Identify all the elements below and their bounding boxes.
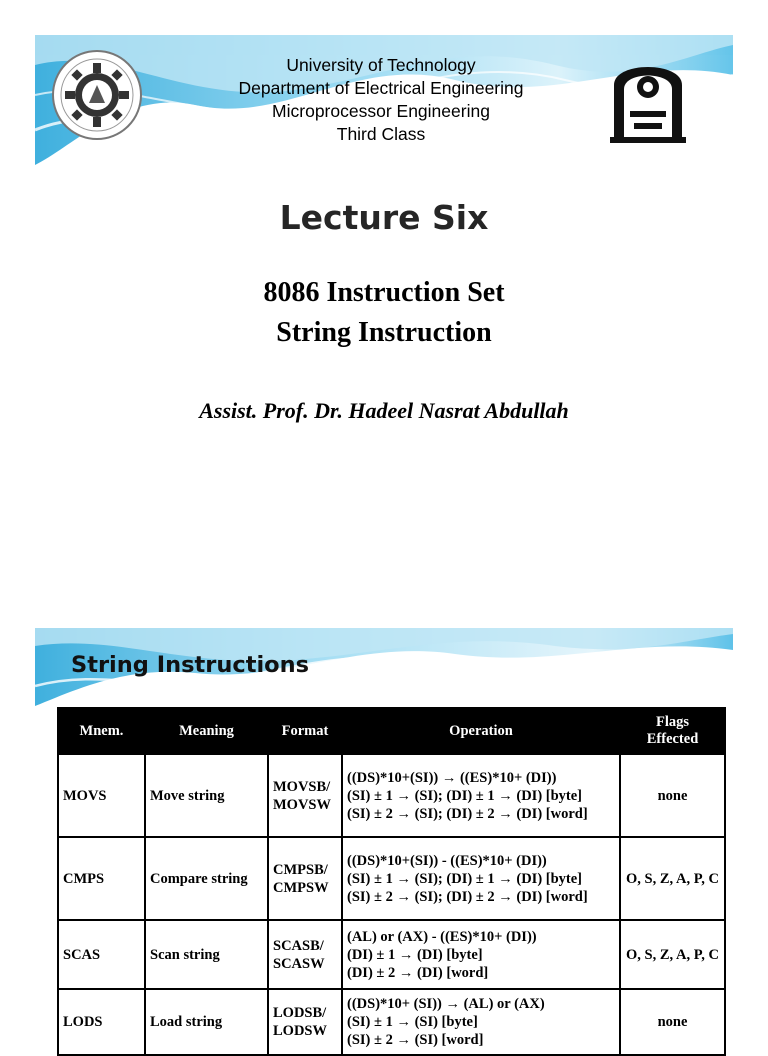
format-line: MOVSW (273, 796, 331, 813)
format-line: MOVSB/ (273, 778, 331, 795)
cell-operation (342, 989, 620, 1055)
cell-format (268, 920, 342, 989)
cell-mnem: CMPS (58, 837, 145, 920)
cell-meaning: Compare string (145, 837, 268, 920)
header-class: Third Class (336, 124, 426, 144)
lecture-title: Lecture Six (279, 198, 489, 237)
header-flags (620, 708, 725, 754)
cell-flags: O, S, Z, A, P, C (620, 920, 725, 989)
format-line: CMPSB/ (273, 861, 328, 878)
operation-line: (AL) or (AX) - ((ES)*10+ (DI)) (347, 928, 537, 945)
operation-line: (SI) ± 1 → (SI); (DI) ± 1 → (DI) [byte] (347, 870, 583, 887)
header-university: University of Technology (286, 55, 476, 75)
operation-line: (DI) ± 2 → (DI) [word] (347, 964, 489, 981)
cell-meaning: Move string (145, 754, 268, 837)
cell-flags: none (620, 754, 725, 837)
string-instructions-table (57, 707, 726, 1056)
operation-line: (SI) ± 2 → (SI); (DI) ± 2 → (DI) [word] (347, 805, 588, 822)
cell-format (268, 837, 342, 920)
operation-line: (SI) ± 1 → (SI); (DI) ± 1 → (DI) [byte] (347, 787, 583, 804)
cell-mnem: LODS (58, 989, 145, 1055)
author-name: Assist. Prof. Dr. Hadeel Nasrat Abdullah (199, 398, 569, 423)
table-row (58, 920, 725, 989)
header-course: Microprocessor Engineering (272, 101, 490, 121)
cell-operation (342, 754, 620, 837)
operation-line: ((DS)*10+(SI)) - ((ES)*10+ (DI)) (347, 852, 547, 869)
header-format: Format (268, 708, 342, 754)
cell-format (268, 989, 342, 1055)
cell-operation (342, 837, 620, 920)
format-line: LODSW (273, 1023, 327, 1039)
string-instructions-slide (35, 628, 733, 1048)
table-row (58, 989, 725, 1055)
header-operation: Operation (342, 708, 620, 754)
gear-emblem-logo (51, 49, 143, 141)
title-slide (35, 35, 733, 590)
header-flags-line1: Flags (655, 714, 690, 730)
operation-line: (SI) ± 1 → (SI) [byte] (347, 1014, 478, 1030)
format-line: SCASB/ (273, 937, 324, 954)
cell-mnem: MOVS (58, 754, 145, 837)
operation-line: ((DS)*10+(SI)) → ((ES)*10+ (DI)) (347, 769, 557, 786)
cell-mnem: SCAS (58, 920, 145, 989)
cell-flags: O, S, Z, A, P, C (620, 837, 725, 920)
subtitle-line1: 8086 Instruction Set (263, 277, 505, 308)
table-header-row (58, 708, 725, 754)
operation-line: ((DS)*10+ (SI)) → (AL) or (AX) (347, 996, 545, 1012)
cell-meaning: Scan string (145, 920, 268, 989)
cell-format (268, 754, 342, 837)
format-line: SCASW (273, 955, 325, 972)
operation-line: (SI) ± 2 → (SI); (DI) ± 2 → (DI) [word] (347, 888, 588, 905)
header-flags-line2: Effected (646, 731, 699, 747)
cell-operation (342, 920, 620, 989)
table-row (58, 754, 725, 837)
cell-meaning: Load string (145, 989, 268, 1055)
slide-title: String Instructions (71, 652, 310, 678)
university-arch-logo (608, 49, 688, 145)
header-department: Department of Electrical Engineering (238, 78, 524, 98)
header-mnem: Mnem. (58, 708, 145, 754)
subtitle-line2: String Instruction (276, 317, 492, 348)
format-line: LODSB/ (273, 1005, 327, 1021)
header-meaning: Meaning (145, 708, 268, 754)
table-row (58, 837, 725, 920)
cell-flags: none (620, 989, 725, 1055)
operation-line: (DI) ± 1 → (DI) [byte] (347, 946, 483, 963)
format-line: CMPSW (273, 879, 329, 896)
operation-line: (SI) ± 2 → (SI) [word] (347, 1032, 484, 1048)
